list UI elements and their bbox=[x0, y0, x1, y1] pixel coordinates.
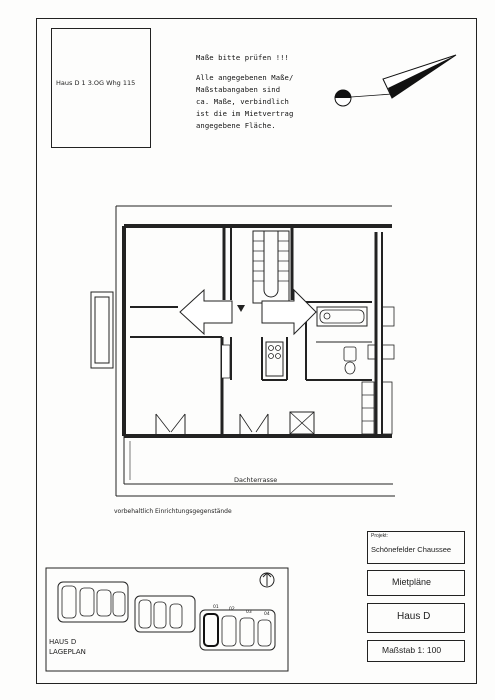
terrace-label: Dachterrasse bbox=[234, 476, 278, 484]
note-line-5: ist die im Mietvertrag bbox=[196, 109, 294, 118]
north-arrow-icon bbox=[335, 55, 456, 106]
floor-plan bbox=[91, 206, 395, 496]
site-unit-tag-04: 04 bbox=[264, 612, 270, 617]
project-name: Schönefelder Chaussee bbox=[371, 545, 452, 554]
site-unit-tag-02: 02 bbox=[229, 607, 235, 612]
site-unit-tag-03: 03 bbox=[246, 610, 252, 615]
unit-label: Haus D 1 3.OG Whg 115 bbox=[56, 79, 136, 87]
site-plan-label-2: LAGEPLAN bbox=[49, 648, 86, 656]
disclaimer-text: vorbehaltlich Einrichtungsgegenstände bbox=[114, 508, 232, 515]
note-line-4: ca. Maße, verbindlich bbox=[196, 97, 289, 106]
site-plan-label-1: HAUS D bbox=[49, 638, 77, 646]
note-line-6: angegebene Fläche. bbox=[196, 121, 276, 130]
scale-text: Maßstab 1: 100 bbox=[382, 645, 442, 655]
project-caption: Projekt: bbox=[371, 533, 388, 539]
building-name: Haus D bbox=[397, 611, 431, 622]
note-line-2: Alle angegebenen Maße/ bbox=[196, 73, 294, 82]
note-line-1: Maße bitte prüfen !!! bbox=[196, 53, 289, 62]
document-type: Mietpläne bbox=[392, 577, 432, 587]
note-line-3: Maßstabangaben sind bbox=[196, 85, 281, 94]
site-unit-tag-01: 01 bbox=[213, 605, 219, 610]
